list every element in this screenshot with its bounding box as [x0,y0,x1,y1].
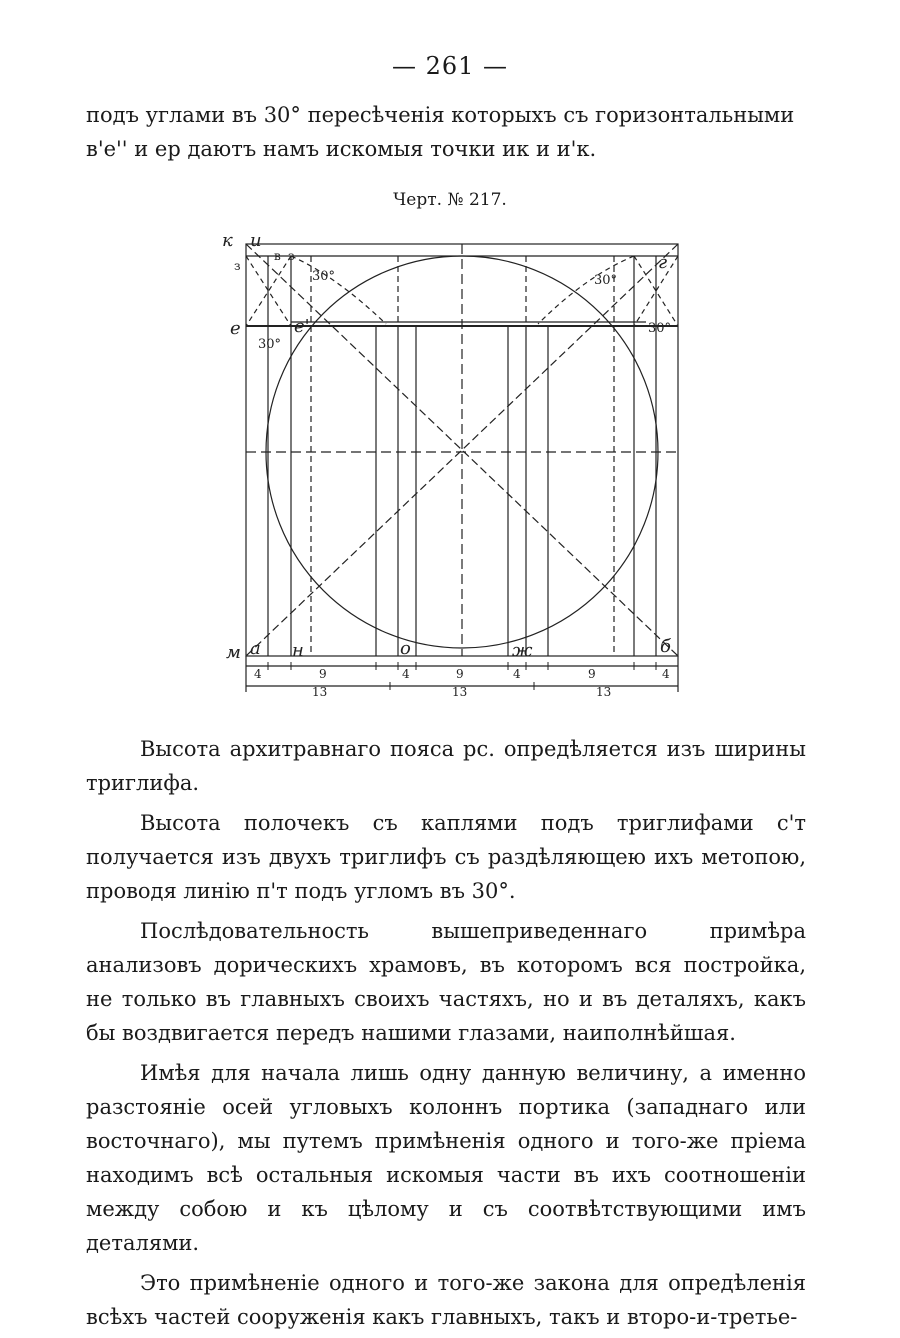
paragraph-4: Имѣя для начала лишь одну данную величину, а именно разстояніе осей угловыхъ колоннъ портика (западнаго или восточнаго), мы путемъ примѣненія одного и того-же пріема находимъ всѣ остальныя искомыя части въ ихъ соотношеніи между собою и къ цѣлому и съ соотвѣтствующими имъ деталями. [86,1061,806,1255]
dim-9-c: 9 [588,667,596,681]
intro-paragraph: подъ углами въ 30° пересѣченія которыхъ съ горизонтальными в'е'' и ер даютъ намъ искомыя точки ик и и'к. [86,103,795,161]
dim-4-d: 4 [662,667,670,681]
dim-9-a: 9 [319,667,327,681]
label-m: м [226,642,241,663]
label-z2: з [288,249,295,263]
label-z: з [234,259,241,273]
figure-caption: Черт. № 217. [393,190,507,210]
label-zh: ж [512,640,533,661]
angle-top-left: 30° [312,269,336,284]
label-i: и [250,230,262,251]
dim-4-b: 4 [402,667,410,681]
dim-13-a: 13 [312,685,328,696]
label-o: о [400,638,411,659]
body-text [86,732,806,1334]
label-k: к [222,230,233,251]
angle-left: 30° [258,337,282,352]
label-n: н [292,640,304,661]
page-number: — 261 — [391,52,509,80]
dim-4-a: 4 [254,667,262,681]
paragraph-2: Высота полочекъ съ каплями подъ триглифами с'т получается изъ двухъ триглифъ съ раздѣляющею ихъ метопою, проводя линію п'т подъ угломъ въ 30°. [86,811,806,903]
label-g: г [658,252,668,273]
angle-top-right: 30° [594,273,618,288]
label-e: е [230,318,241,339]
paragraph-5: Это примѣненіе одного и того-же закона для опредѣленія всѣхъ частей сооруженія какъ главныхъ, такъ и второ-и-третье- [86,1271,806,1329]
label-v: в [274,249,281,263]
label-b: б [660,636,671,657]
angle-right: 30° [648,321,672,336]
dim-13-b: 13 [452,685,468,696]
label-a: а [250,638,261,659]
paragraph-3: Послѣдовательность вышеприведеннаго примѣра анализовъ дорическихъ храмовъ, въ которомъ вся постройка, не только въ главныхъ своихъ частяхъ, но и въ деталяхъ, какъ бы воздвигается передъ нашими глазами, наиполнѣйшая. [86,919,806,1045]
dim-9-b: 9 [456,667,464,681]
paragraph-1: Высота архитравнаго пояса рс. опредѣляется изъ ширины триглифа. [86,737,806,795]
dim-4-c: 4 [513,667,521,681]
dim-13-c: 13 [596,685,612,696]
geometric-figure-217 [216,226,686,696]
label-e-prime: е' [294,316,310,337]
